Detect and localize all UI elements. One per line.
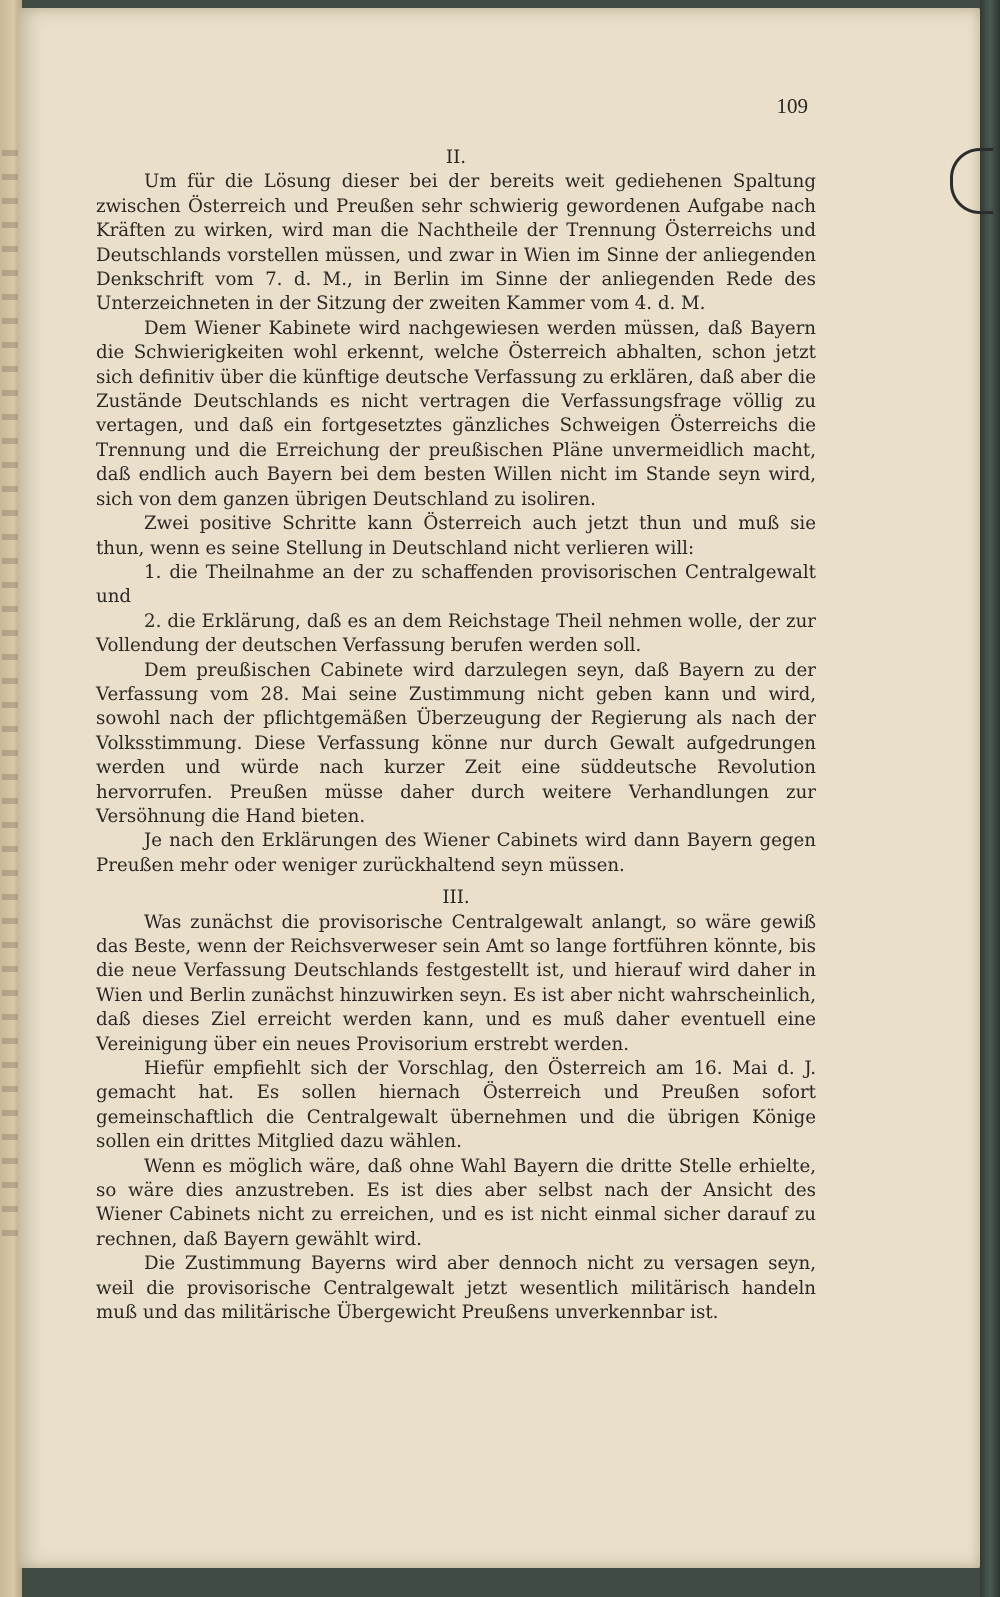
list-item: 2. die Erklärung, daß es an dem Reichstage Theil nehmen wolle, der zur Vollendung der deutschen Verfassung berufen werden soll. (96, 610, 816, 657)
section-heading-ii: II. (445, 147, 467, 168)
page-number: 109 (776, 94, 808, 118)
list-item: 1. die Theilnahme an der zu schaffenden provisorischen Centralgewalt und (96, 561, 816, 608)
section-heading-iii: III. (442, 887, 470, 909)
page-text (96, 146, 816, 1326)
paragraph: Dem preußischen Cabinete wird darzulegen seyn, daß Bayern zu der Verfassung vom 28. Mai seine Zustimmung nicht geben kann und wird, sowohl nach der pflichtgemäßen Überzeugung der Regierung als nach der Volksstimmung. Diese Verfassung könne nur durch Gewalt aufgedrungen werden und würde nach kurzer Zeit eine süddeutsche Revolution hervorrufen. Preußen müsse daher durch weitere Verhandlungen zur Versöhnung die Hand bieten. (96, 659, 816, 827)
paragraph: Die Zustimmung Bayerns wird aber dennoch nicht zu versagen seyn, weil die provisorische Centralgewalt jetzt wesentlich militärisch handeln muß und das militärische Übergewicht Preußens unverkennbar ist. (96, 1253, 816, 1324)
paragraph: Hiefür empfiehlt sich der Vorschlag, den Österreich am 16. Mai d. J. gemacht hat. Es sollen hiernach Österreich und Preußen sofort gemeinschaftlich die Centralgewalt übernehmen und die übrigen Könige sollen ein drittes Mitglied dazu wählen. (96, 1058, 816, 1153)
book-cover-edge (980, 0, 1000, 1597)
paragraph: Was zunächst die provisorische Centralgewalt anlangt, so wäre gewiß das Beste, wenn der Reichsverweser sein Amt so lange fortführen könnte, bis die neue Verfassung Deutschlands festgestellt ist, und hierauf wird daher in Wien und Berlin zunächst hinzuwirken seyn. Es ist aber nicht wahrscheinlich, daß dieses Ziel erreicht werden kann, und es muß daher eventuell eine Vereinigung über ein neues Provisorium erstrebt werden. (96, 911, 816, 1055)
book-page (18, 8, 980, 1568)
paragraph: Je nach den Erklärungen des Wiener Cabinets wird dann Bayern gegen Preußen mehr oder weniger zurückhaltend seyn müssen. (96, 830, 816, 876)
paragraph: Zwei positive Schritte kann Österreich auch jetzt thun und muß sie thun, wenn es seine Stellung in Deutschland nicht verlieren will: (96, 513, 816, 559)
paragraph: Wenn es möglich wäre, daß ohne Wahl Bayern die dritte Stelle erhielte, so wäre dies anzustreben. Es ist dies aber selbst nach der Ansicht des Wiener Cabinets nicht zu erreichen, und es ist nicht einmal sicher darauf zu rechnen, daß Bayern gewählt wird. (96, 1155, 816, 1250)
paragraph: Dem Wiener Kabinete wird nachgewiesen werden müssen, daß Bayern die Schwierigkeiten wohl erkennt, welche Österreich abhalten, schon jetzt sich definitiv über die künftige deutsche Verfassung zu erklären, daß aber die Zustände Deutschlands es nicht vertragen die Verfassungsfrage völlig zu vertagen, und daß ein fortgesetztes gänzliches Schweigen Österreichs die Trennung und die Erreichung der preußischen Pläne unvermeidlich macht, daß endlich auch Bayern bei dem besten Willen nicht im Stande seyn wird, sich von dem ganzen übrigen Deutschland zu isoliren. (96, 317, 816, 510)
paragraph: Um für die Lösung dieser bei der bereits weit gediehenen Spaltung zwischen Österreich und Preußen sehr schwierig gewordenen Aufgabe nach Kräften zu wirken, wird man die Nachtheile der Trennung Österreichs und Deutschlands vorstellen müssen, und zwar in Wien im Sinne der anliegenden Denkschrift vom 7. d. M., in Berlin im Sinne der anliegenden Rede des Unterzeichneten in der Sitzung der zweiten Kammer vom 4. d. M. (96, 171, 816, 315)
